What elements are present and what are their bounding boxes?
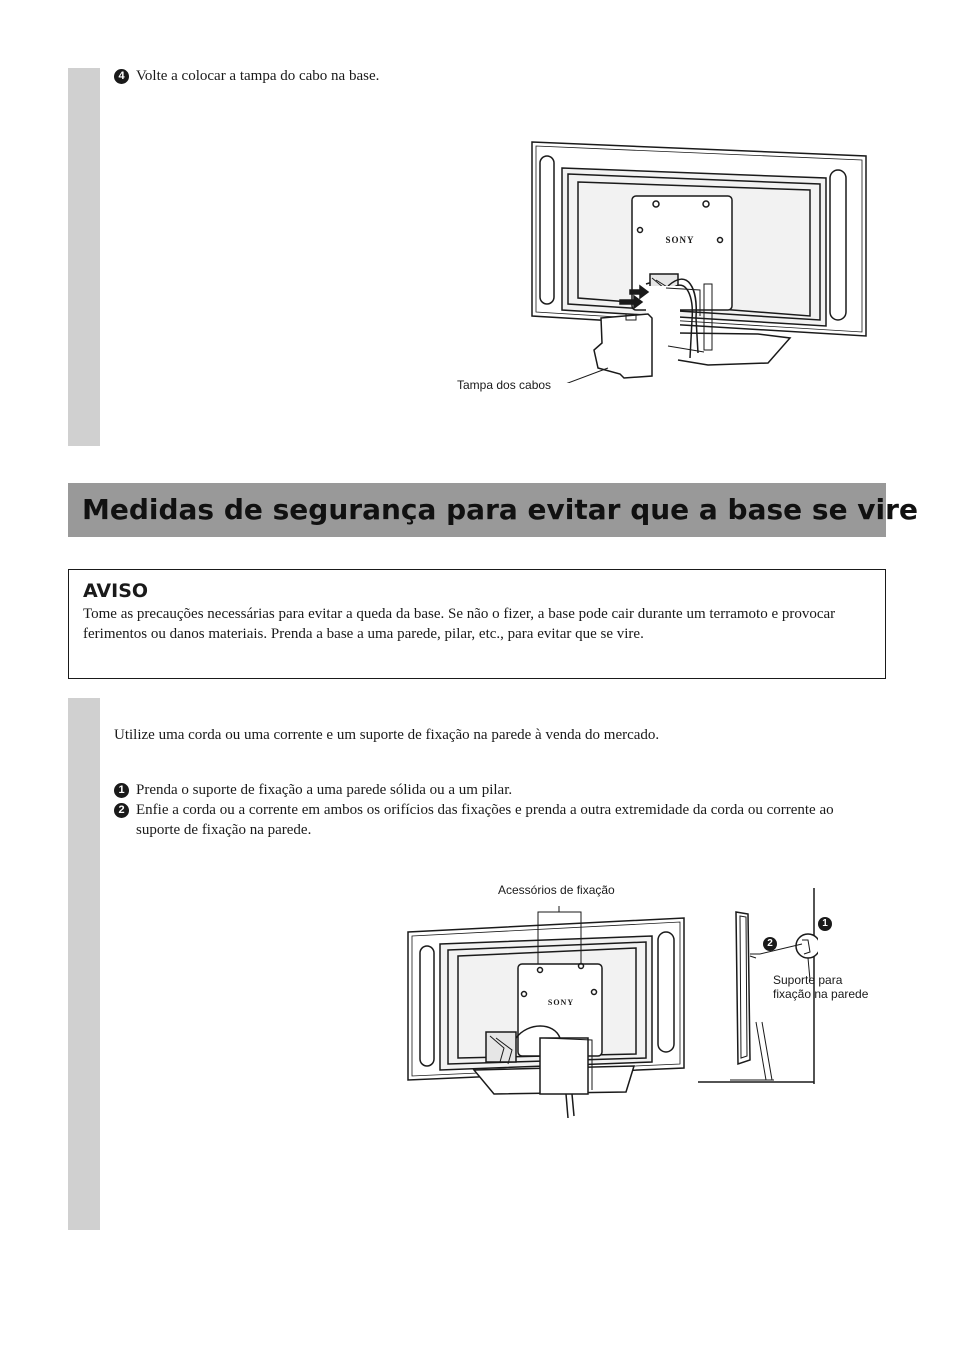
wall-bracket-label-line1: Suporte para <box>773 973 843 987</box>
warning-box <box>68 569 886 679</box>
step-number-4: 4 <box>114 69 129 84</box>
callout-2: 2 <box>763 937 777 951</box>
wall-bracket-label <box>773 973 868 1001</box>
warning-title: AVISO <box>83 580 149 602</box>
intro-text: Utilize uma corda ou uma corrente e um suporte de fixação na parede à venda do mercado. <box>114 727 660 743</box>
step-4 <box>114 66 380 86</box>
wall-bracket-label-line2: fixação na parede <box>773 987 869 1001</box>
section-title: Medidas de segurança para evitar que a base se vire <box>68 483 886 537</box>
brand-logo-1: SONY <box>665 235 695 245</box>
step-number-1: 1 <box>114 783 129 798</box>
fixing-accessories-label: Acessórios de fixação <box>498 883 615 897</box>
step-1 <box>114 780 513 800</box>
sidebar-bar-top <box>68 68 100 446</box>
step-4-text: Volte a colocar a tampa do cabo na base. <box>136 68 380 84</box>
tv-rear-cover-illustration <box>528 138 870 383</box>
step-1-text: Prenda o suporte de fixação a uma parede sólida ou a um pilar. <box>136 782 513 798</box>
step-number-2: 2 <box>114 803 129 818</box>
warning-text: Tome as precauções necessárias para evitar a queda da base. Se não o fizer, a base pode cair durante um terramoto e provocar ferimentos ou danos materiais. Prenda a base a uma parede, pilar, etc., para evitar que se vire. <box>83 606 836 642</box>
intro-paragraph <box>114 725 659 745</box>
callout-1: 1 <box>818 917 832 931</box>
cable-cover-label: Tampa dos cabos <box>457 378 552 392</box>
tv-fixing-illustration <box>404 898 688 1120</box>
step-2-text: Enfie a corda ou a corrente em ambos os orifícios das fixações e prenda a outra extremidade da corda ou corrente ao suporte de fixação na parede. <box>136 802 834 838</box>
sidebar-bar-bottom <box>68 698 100 1230</box>
step-2 <box>114 800 834 838</box>
brand-logo-2: SONY <box>547 998 575 1007</box>
